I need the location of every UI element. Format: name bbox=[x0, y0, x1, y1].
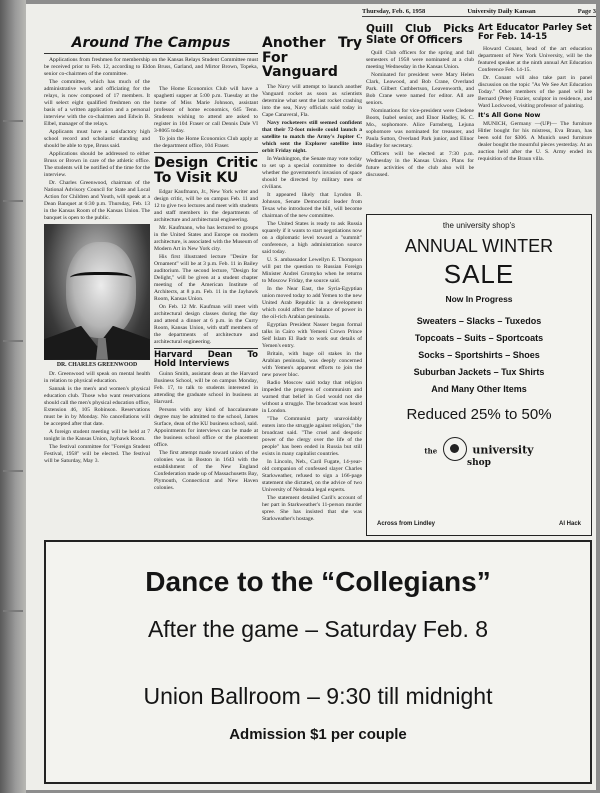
logo-the: the bbox=[424, 446, 438, 456]
headline-quill-club: Quill Club Picks Slate Of Officers bbox=[366, 23, 474, 47]
article-paragraph: U. S. ambassador Lewellyn E. Thompson will put the question to Russian Foreign Minister Andrei Gromyko when he returns to Moscow Friday, the source said. bbox=[262, 257, 362, 285]
article-paragraph: Egyptian President Nasser began formal talks in Cairo with Yemeni Crown Prince Seif Islam El Badr to work out details of Yemen's entry. bbox=[262, 322, 362, 350]
column-quill-club bbox=[366, 20, 474, 210]
shop-ad-owner: Al Hack bbox=[558, 521, 581, 527]
article-paragraph: The first attempt made toward union of the colonies was in Boston in 1643 with the establishment of the New England Confederation made up of Massachusetts Bay, Plymouth, Connecticut and New Haven colonies. bbox=[154, 450, 258, 492]
column-design-critic bbox=[154, 86, 258, 536]
article-paragraph: Officers will be elected at 7:30 p.m. Wednesday in the Kansas Union. Plans for future activities of the club also will be discussed. bbox=[366, 151, 474, 179]
article-paragraph: MUNICH, Germany —(UP)— The furniture Hitler bought for his mistress, Eva Braun, has been sold for $306. A Munich used furniture dealer bought the mournful pieces yesterday. At an auction held after the U. S. Army ended its requisition of the Braun villa. bbox=[478, 120, 592, 162]
headline-harvard-dean: Harvard Dean To Hold Interviews bbox=[154, 350, 258, 370]
newspaper-page bbox=[26, 4, 596, 790]
shop-ad-item-list bbox=[367, 316, 591, 377]
article-paragraph: The statement detailed Caril's account of her part in Starkweather's 11-person murder spree. She has insisted that she was Starkweather's hostage. bbox=[262, 495, 362, 523]
article-paragraph: The committee, which has much of the administrative work and officiating for the relays, is now composed of 17 members. It will select eight qualified freshmen on the basis of a written application and a personal interview with the co-chairmen and Edwin B. Elbel, manager of the relays. bbox=[44, 78, 150, 127]
greenwood-portrait-photo bbox=[44, 224, 150, 360]
shop-ad-in-progress: Now In Progress bbox=[445, 294, 513, 304]
headline-art-educator: Art Educator Parley Set For Feb. 14-15 bbox=[478, 23, 592, 42]
running-head-page: Page 3 bbox=[577, 8, 596, 15]
article-paragraph: Dr. Greenwood will speak on mental health in relation to physical education. bbox=[44, 370, 150, 384]
dance-ad-when: After the game – Saturday Feb. 8 bbox=[147, 616, 489, 642]
article-paragraph: Mr. Kaufmann, who has lectured to groups in the United States and Europe on modern architecture, is associated with the Museum of Modern Art in New York city. bbox=[154, 225, 258, 253]
article-paragraph: Quill Club officers for the spring and fall semesters of 1958 were nominated at a club meeting Wednesday in the Kansas Union. bbox=[366, 50, 474, 71]
article-paragraph: The festival committee for "Foreign Student Festival, 1958" will be elected. The festival will be Saturday, May 3. bbox=[44, 443, 150, 464]
article-paragraph: On Feb. 12 Mr. Kaufman will meet with architectural design classes during the day and attend a dinner at 6 p.m. in the Curry Room, Kansas Union, with staff members of the departments of architecture and architectural engineering. bbox=[154, 304, 258, 346]
running-head bbox=[362, 8, 596, 17]
shop-ad-item: Sweaters – Slacks – Tuxedos bbox=[416, 316, 542, 326]
article-paragraph: To join the Home Economics Club apply at the department office, 104 Fraser. bbox=[154, 136, 258, 149]
headline-around-campus: Around The Campus bbox=[44, 36, 258, 54]
running-head-paper: University Daily Kansan bbox=[467, 8, 536, 15]
adjacent-page-edge bbox=[0, 0, 26, 793]
logo-emblem-icon bbox=[443, 437, 467, 461]
article-paragraph: Navy rocketeers still seemed confident that their 72-foot missile could launch a satellite to match the Army's Jupiter C, which sent the Explorer satellite into orbit Friday night. bbox=[262, 120, 362, 155]
running-head-date: Thursday, Feb. 6, 1958 bbox=[362, 8, 426, 15]
headline-design-critic: Design Critic To Visit KU bbox=[154, 155, 258, 186]
shop-ad-location: Across from Lindley bbox=[377, 521, 436, 527]
article-paragraph: Radio Moscow said today that religion impeded the progress of communism and warned that belief in God would not die without a struggle. The broadcast was heard in London. bbox=[262, 380, 362, 415]
column-art-educator bbox=[478, 20, 592, 210]
article-paragraph: In the Near East, the Syria-Egyptian union moved today to add Yemen to the new United Arab Republic in a development which could affect the balance of power in the oil-rich Arabian peninsula. bbox=[262, 286, 362, 321]
shop-ad-item: Suburban Jackets – Tux Shirts bbox=[413, 367, 545, 377]
shop-ad-sale: SALE bbox=[443, 259, 515, 289]
collegians-dance-ad bbox=[44, 540, 592, 784]
article-paragraph: Applications should be addressed to either Bruss or Brown in care of the athletic office. The students will be notified of the time for the interview. bbox=[44, 150, 150, 178]
shop-ad-annual-winter: ANNUAL WINTER bbox=[404, 236, 554, 256]
shop-ad-footer bbox=[377, 521, 581, 527]
article-paragraph: Sannak is the men's and women's physical education club. Those who want reservations should call the men's physical education office, Extension 46, 105 Robinson. Reservations must be in by Monday. No cancellations will be accepted after that date. bbox=[44, 385, 150, 427]
article-paragraph: The United States is ready to ask Russia squarely if it wants to start negotiations now on a diplomatic level toward a "summit" conference, a high administration source said today. bbox=[262, 221, 362, 256]
headline-all-gone: It's All Gone Now bbox=[478, 110, 541, 119]
article-paragraph: Nominated for president were Mary Helen Clark, Leawood, and Bob Crane, Overland Park. Gilbert Cuthbertson, Leavenworth, and Bob Crane were named for editor. All are seniors. bbox=[366, 72, 474, 107]
logo-shop: shop bbox=[467, 458, 491, 468]
article-paragraph: Howard Conant, head of the art education department of New York University, will be the featured speaker at the ninth annual Art Education Conference Feb. 14-15. bbox=[478, 45, 592, 73]
headline-vanguard: Another Try For Vanguard bbox=[262, 35, 362, 81]
article-paragraph: Nominations for vice-president were Cledene Boots, Isabel senior, and Elnor Hadley, K. C. Mo., sophomore. Alice Farnsberg, Lejuna sophomore was nominated for treasurer, and Paula Sutton, Overland Park junior, and Elinor Hadley for secretary. bbox=[366, 108, 474, 150]
article-paragraph: Edgar Kaufmann, Jr., New York writer and design critic, will be on campus Feb. 11 and 12 to give two lectures and meet with students and staff members in the departments of architecture and architectural engineering. bbox=[154, 189, 258, 224]
article-paragraph: Britain, with huge oil stakes in the Arabian peninsula, was deeply concerned with Yemen's apparent efforts to join the new power bloc. bbox=[262, 351, 362, 379]
article-paragraph: The Navy will attempt to launch another Vanguard rocket as soon as scientists determine what sent the last rocket crashing into the sea, Navy officials said today in Cape Canaveral, Fla. bbox=[262, 84, 362, 119]
shop-ad-item: Topcoats – Suits – Sportcoats bbox=[414, 333, 544, 343]
dance-ad-admission: Admission $1 per couple bbox=[229, 726, 407, 743]
article-paragraph: His first illustrated lecture "Desire for Ornament" will be at 3 p.m. Feb. 11 in Bailey auditorium. The second lecture, "Design for Delight," will be given at a student chapter meeting of the American Institute of Architects, at 8 p.m. Feb. 11 in the Jayhawk Room, Kansas Union. bbox=[154, 254, 258, 303]
article-paragraph: Persons with any kind of baccalaureate degree may be admitted to the school, James Surface, dean of the KU business school, said. Appointments for interviews can be made at the business school office or the placement office. bbox=[154, 407, 258, 449]
article-paragraph: In Washington, the Senate may vote today to set up a special committee to decide whether the government's invasion of space should be directed by military men or civilians. bbox=[262, 156, 362, 191]
logo-university: university bbox=[472, 443, 534, 457]
article-paragraph: Applications from freshmen for membership on the Kansas Relays Student Committee must be received prior to Feb. 12, according to Eldon Bruss, Garland, and Mirtor Brown, Topeka, senior co-chairmen of the committee. bbox=[44, 56, 258, 77]
article-paragraph: In Lincoln, Neb., Caril Fugate, 14-year-old companion of confessed slayer Charles Starkweather, refused to sign a 166-page statement she dictated, on the advice of two University of Nebraska legal experts. bbox=[262, 459, 362, 494]
dance-ad-headline: Dance to the “Collegians” bbox=[145, 566, 491, 597]
shop-ad-item: Socks – Sportshirts – Shoes bbox=[418, 350, 540, 360]
dance-ad-where: Union Ballroom – 9:30 till midnight bbox=[143, 683, 493, 709]
article-paragraph: The Home Economics Club will have a spaghetti supper at 5:00 p.m. Tuesday at the home of Miss Marie Johnson, assistant professor of home economics, 645 Tenn. Students wishing to attend are asked to register in 104 Fraser or call Dennis Dale VI 3-8065 today. bbox=[154, 86, 258, 134]
article-paragraph: A foreign student meeting will be held at 7 tonight in the Kansas Union, Jayhawk Room. bbox=[44, 428, 150, 442]
column-vanguard bbox=[262, 36, 362, 536]
article-paragraph: Dr. Conant will also take part in panel discussion on the topic "As We See Art Education Today." Other members of the panel will be Bernard (Pete) Frazier, sculptor in residence, and Ward Lockwood, visiting professor of painting. bbox=[478, 74, 592, 109]
shop-ad-discount: Reduced 25% to 50% bbox=[406, 406, 552, 423]
article-paragraph: "The Communist party unavoidably enters into the struggle against religion," the broadcast said. "The cruel and despotic power of the clergy over the life of the people" has been ended in Russia but still exists in many capitalist countries. bbox=[262, 416, 362, 458]
university-shop-sale-ad bbox=[366, 214, 592, 536]
university-shop-logo bbox=[367, 437, 591, 468]
photo-caption: DR. CHARLES GREENWOOD bbox=[56, 361, 138, 368]
article-paragraph: Applicants must have a satisfactory high school record and scholastic standing and should be able to type, Bruss said. bbox=[44, 128, 150, 149]
article-paragraph: Guinn Smith, assistant dean at the Harvard Business School, will be on campus Monday, Feb. 17, to talk to students interested in attending the graduate school in business at Harvard. bbox=[154, 371, 258, 406]
shop-ad-top-line: the university shop's bbox=[442, 221, 516, 230]
article-paragraph: Dr. Charles Greenwood, chairman of the National Advisory Council for State and Local Action for Children and Youth, will speak at a Dean Banquet at 6:30 p.m. Thursday, Feb. 13 in the Kansas Room of the Kansas Union. The banquet is open to the public. bbox=[44, 179, 150, 221]
shop-ad-more-items: And Many Other Items bbox=[431, 384, 527, 394]
article-paragraph: It appeared likely that Lyndon B. Johnson, Senate Democratic leader from Texas who introduced the bill, will become chairman of the new committee. bbox=[262, 192, 362, 220]
